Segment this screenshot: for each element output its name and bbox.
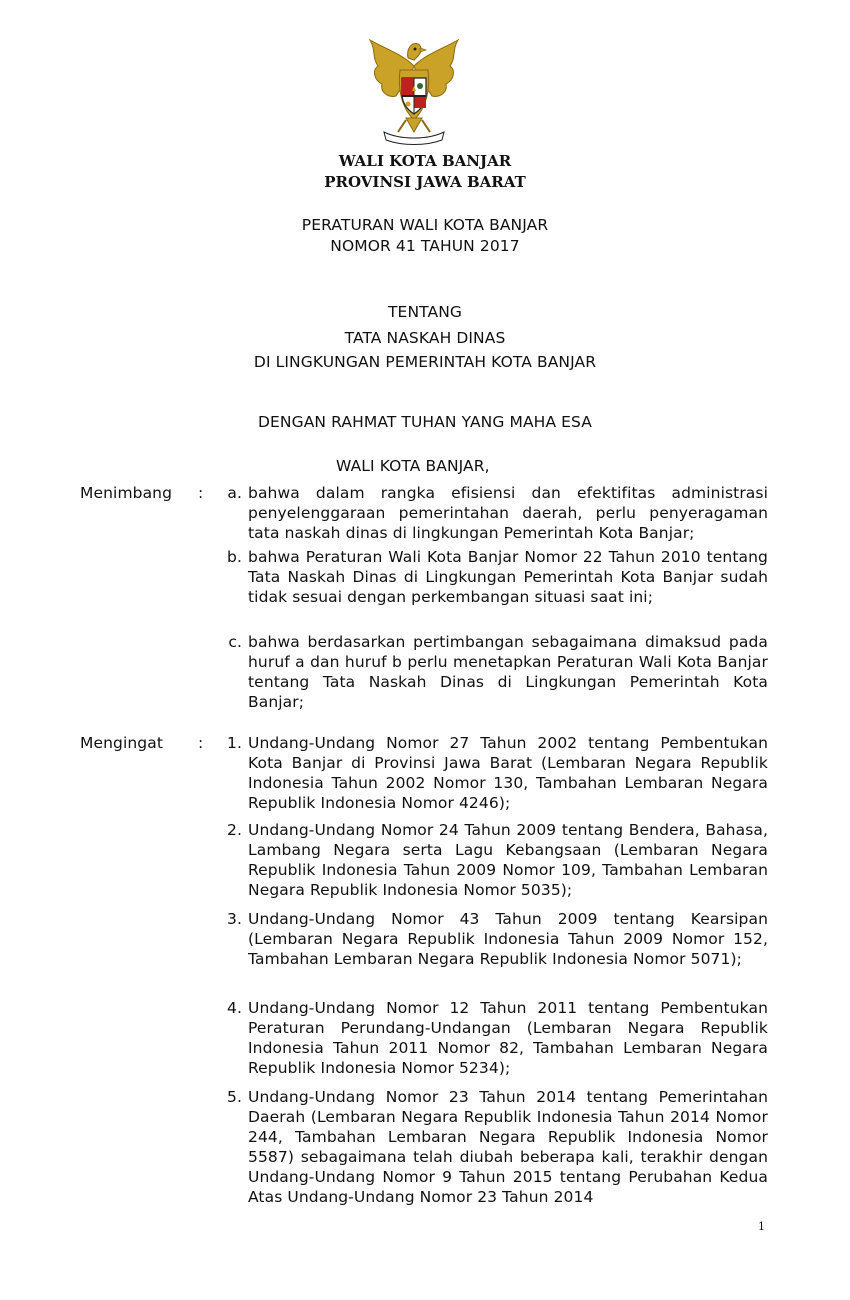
subject-line-1: TATA NASKAH DINAS <box>344 329 506 347</box>
item-text: bahwa dalam rangka efisiensi dan efektifitas administrasi penyelenggaraan pemerintahan daerah, perlu penyeragaman tata naskah dinas di lingkungan Pemerintah Kota Banjar; <box>248 484 768 542</box>
item-text: Undang-Undang Nomor 12 Tahun 2011 tentang Pembentukan Peraturan Perundang-Undangan (Lembaran Negara Republik Indonesia Tahun 2011 Nomor 82, Tambahan Lembaran Negara Republik Indonesia Nomor 5234); <box>248 999 768 1077</box>
menimbang-colon: : <box>198 484 204 502</box>
regulation-number: NOMOR 41 TAHUN 2017 <box>330 237 520 255</box>
item-text: Undang-Undang Nomor 27 Tahun 2002 tentang Pembentukan Kota Banjar di Provinsi Jawa Barat (Lembaran Negara Republik Indonesia Tahun 2002 Nomor 130, Tambahan Lembaran Negara Republik Indonesia Nomor 4246); <box>248 734 768 812</box>
item-text: Undang-Undang Nomor 23 Tahun 2014 tentang Pemerintahan Daerah (Lembaran Negara Republik Indonesia Tahun 2014 Nomor 244, Tambahan Lembaran Negara Republik Indonesia Nomor 5587) sebagaimana telah diubah beberapa kali, terakhir dengan Undang-Undang Nomor 9 Tahun 2015 tentang Perubahan Kedua Atas Undang-Undang Nomor 23 Tahun 2014 <box>248 1088 768 1206</box>
subject-line-2: DI LINGKUNGAN PEMERINTAH KOTA BANJAR <box>253 353 597 371</box>
issuer-name: WALI KOTA BANJAR <box>338 152 512 170</box>
mengingat-colon: : <box>198 734 204 752</box>
item-text: Undang-Undang Nomor 24 Tahun 2009 tentang Bendera, Bahasa, Lambang Negara serta Lagu Kebangsaan (Lembaran Negara Republik Indonesia Tahun 2009 Nomor 109, Tambahan Lembaran Negara Republik Indonesia Nomor 5035); <box>248 821 768 899</box>
item-marker: 4. <box>227 999 242 1017</box>
item-text: bahwa Peraturan Wali Kota Banjar Nomor 22 Tahun 2010 tentang Tata Naskah Dinas di Lingkungan Pemerintah Kota Banjar sudah tidak sesuai dengan perkembangan situasi saat ini; <box>248 548 768 606</box>
menimbang-label: Menimbang <box>80 484 173 502</box>
item-text: Undang-Undang Nomor 43 Tahun 2009 tentang Kearsipan (Lembaran Negara Republik Indonesia Tahun 2009 Nomor 152, Tambahan Lembaran Negara Republik Indonesia Nomor 5071); <box>248 910 768 968</box>
item-marker: a. <box>227 484 242 502</box>
page-number: 1 <box>758 1220 765 1233</box>
preamble-wali: WALI KOTA BANJAR, <box>336 457 490 475</box>
subject-heading: TENTANG <box>387 303 463 321</box>
item-marker: 1. <box>227 734 242 752</box>
item-marker: 3. <box>227 910 242 928</box>
item-marker: 5. <box>227 1088 242 1106</box>
mengingat-label: Mengingat <box>80 734 164 752</box>
item-marker: 2. <box>227 821 242 839</box>
regulation-title: PERATURAN WALI KOTA BANJAR <box>301 216 549 234</box>
garuda-emblem-icon <box>362 36 466 146</box>
item-marker: b. <box>227 548 242 566</box>
item-marker: c. <box>228 633 242 651</box>
province-name: PROVINSI JAWA BARAT <box>324 173 526 191</box>
preamble-rahmat: DENGAN RAHMAT TUHAN YANG MAHA ESA <box>257 413 592 431</box>
item-text: bahwa berdasarkan pertimbangan sebagaimana dimaksud pada huruf a dan huruf b perlu menetapkan Peraturan Wali Kota Banjar tentang Tata Naskah Dinas di Lingkungan Pemerintah Kota Banjar; <box>248 633 768 711</box>
